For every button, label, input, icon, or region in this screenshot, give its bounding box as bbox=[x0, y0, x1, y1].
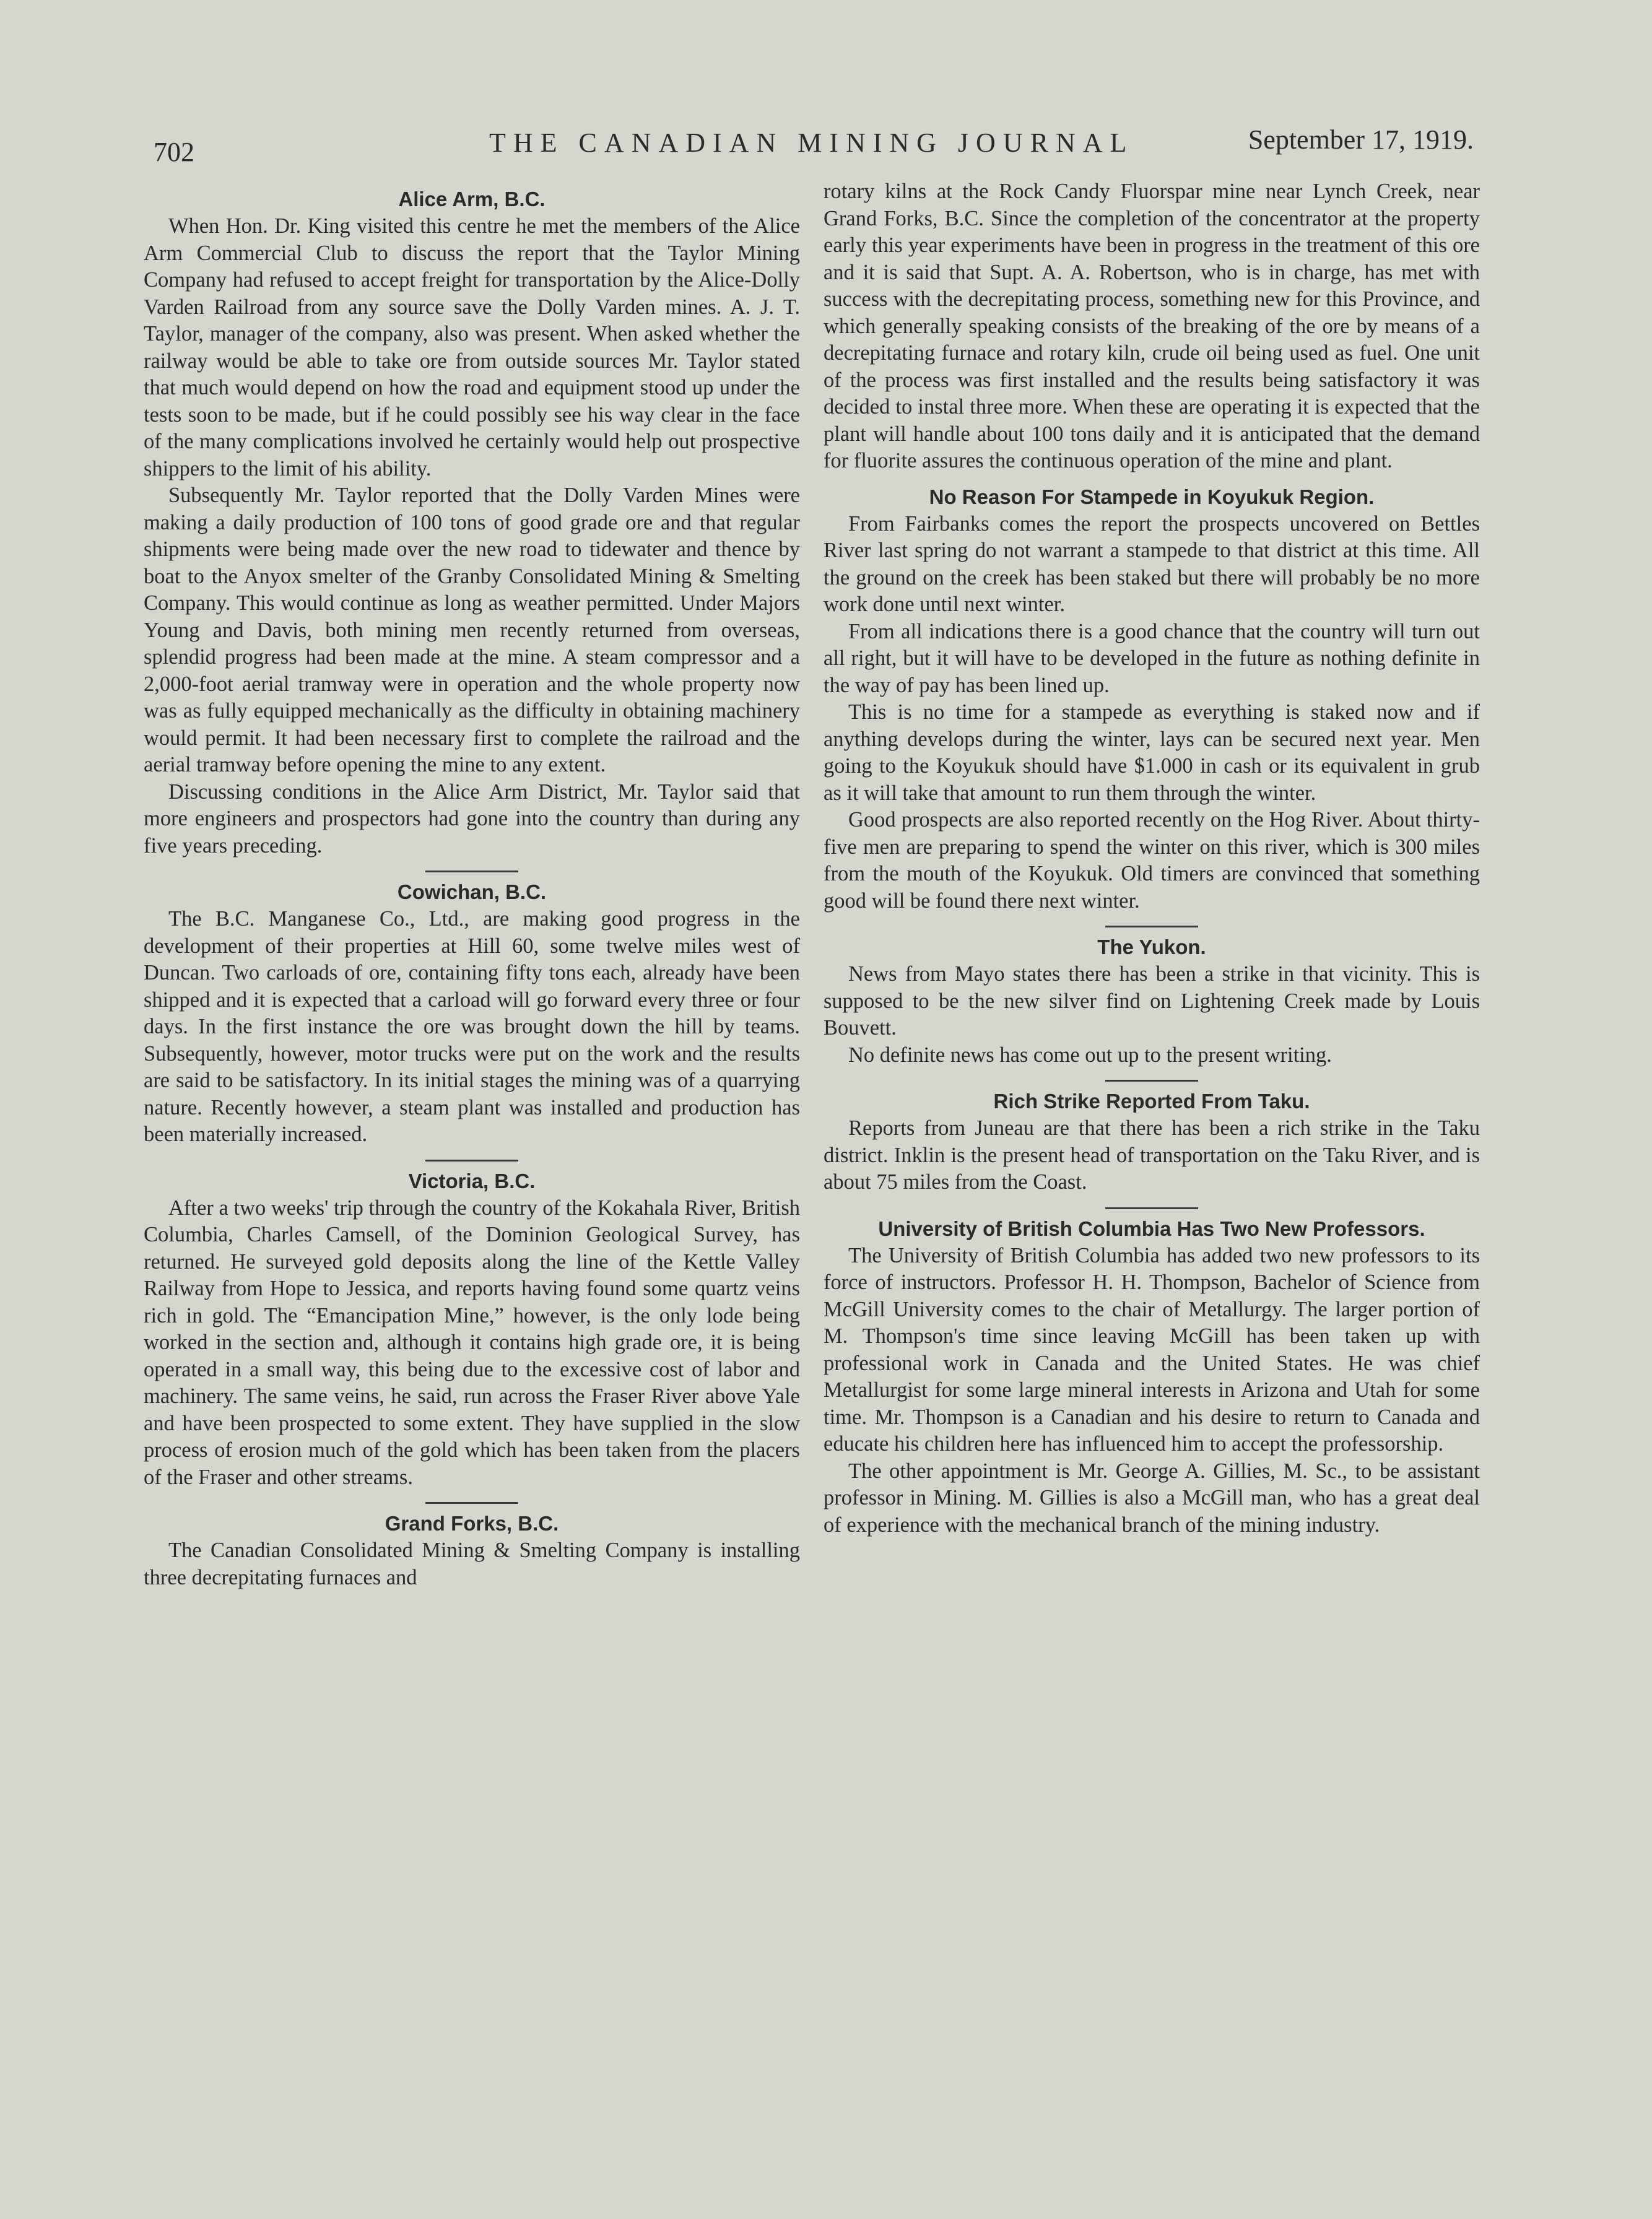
section-divider bbox=[1105, 1207, 1198, 1209]
article-yukon bbox=[824, 934, 1480, 1069]
article-paragraph: When Hon. Dr. King visited this centre he met the members of the Alice Arm Commercial Club to discuss the report that the Taylor Mining Company had refused to accept freight for transportation by the Alice-Dolly Varden Railroad from any source save the Dolly Varden mines. A. J. T. Taylor, manager of the company, also was present. When asked whether the railway would be able to take ore from outside sources Mr. Taylor stated that much would depend on how the road and equipment stood up under the tests soon to be made, but if he could possibly see his way clear in the face of the many complications involved he certainly would help out prospective shippers to the limit of his ability. bbox=[144, 214, 800, 480]
article-paragraph: The Canadian Consolidated Mining & Smelting Company is installing three decrepitating furnaces and bbox=[144, 1539, 800, 1589]
article-heading: Victoria, B.C. bbox=[408, 1169, 536, 1192]
article-paragraph: From Fairbanks comes the report the prospects uncovered on Bettles River last spring do not warrant a stampede to that district at this time. All the ground on the creek has been staked but there will probably be no more work done until next winter. bbox=[824, 511, 1480, 616]
journal-title: THE CANADIAN MINING JOURNAL bbox=[489, 128, 1134, 158]
article-alice-arm bbox=[144, 186, 800, 859]
article-taku bbox=[824, 1088, 1480, 1196]
page-header bbox=[149, 124, 1480, 173]
article-heading: Cowichan, B.C. bbox=[397, 880, 547, 903]
section-divider bbox=[425, 1502, 518, 1504]
section-divider bbox=[425, 871, 518, 872]
article-koyukuk bbox=[824, 484, 1480, 915]
issue-date: September 17, 1919. bbox=[1248, 124, 1474, 155]
section-divider bbox=[425, 1160, 518, 1162]
article-paragraph: No definite news has come out up to the present writing. bbox=[848, 1043, 1332, 1067]
article-heading: Alice Arm, B.C. bbox=[398, 188, 546, 211]
article-heading: No Reason For Stampede in Koyukuk Region. bbox=[929, 485, 1375, 508]
article-paragraph: The B.C. Manganese Co., Ltd., are making good progress in the development of their properties at Hill 60, some twelve miles west of Duncan. Two carloads of ore, containing fifty tons each, already have been shipped and it is expected that a carload will go forward every three or four days. In the first instance the ore was brought down the hill by teams. Subsequently, however, motor trucks were put on the work and the results are said to be satisfactory. In its initial stages the mining was of a quarrying nature. Recently however, a steam plant was installed and production has been materially increased. bbox=[144, 907, 800, 1146]
article-paragraph: The University of British Columbia has added two new professors to its force of instructors. Professor H. H. Thompson, Bachelor of Science from McGill University comes to the chair of Metallurgy. The larger portion of M. Thompson's time since leaving McGill has been taken up with professional work in Canada and the United States. He was chief Metallurgist for some large mineral interests in Arizona and Utah for some time. Mr. Thompson is a Canadian and his desire to return to Canada and educate his children here has influenced him to accept the professorship. bbox=[824, 1243, 1480, 1456]
article-paragraph: From all indications there is a good chance that the country will turn out all right, but it will have to be developed in the future as nothing definite in the way of pay has been lined up. bbox=[824, 619, 1480, 697]
article-paragraph: Subsequently Mr. Taylor reported that the Dolly Varden Mines were making a daily production of 100 tons of good grade ore and that regular shipments were being made over the new road to tidewater and thence by boat to the Anyox smelter of the Granby Consolidated Mining & Smelting Company. This would continue as long as weather permitted. Under Majors Young and Davis, both mining men recently returned from overseas, splendid progress had been made at the mine. A steam compressor and a 2,000-foot aerial tramway were in operation and the whole property now was as fully equipped mechanically as the difficulty in obtaining machinery would permit. It had been necessary first to complete the railroad and the aerial tramway before opening the mine to any extent. bbox=[144, 484, 800, 776]
article-paragraph: The other appointment is Mr. George A. Gillies, M. Sc., to be assistant professor in Mining. M. Gillies is also a McGill man, who has a great deal of experience with the mechanical branch of the mining industry. bbox=[824, 1459, 1480, 1537]
article-victoria bbox=[144, 1168, 800, 1492]
article-heading: Rich Strike Reported From Taku. bbox=[993, 1090, 1310, 1113]
section-gap bbox=[824, 475, 1480, 484]
article-heading: The Yukon. bbox=[1097, 936, 1206, 958]
article-paragraph: Discussing conditions in the Alice Arm District, Mr. Taylor said that more engineers and prospectors had gone into the country than during any five years preceding. bbox=[144, 779, 800, 858]
article-ubc bbox=[824, 1215, 1480, 1539]
article-paragraph: Good prospects are also reported recently on the Hog River. About thirty-five men are preparing to spend the winter on this river, which is 300 miles from the mouth of the Koyukuk. Old timers are convinced that something good will be found there next winter. bbox=[824, 808, 1480, 913]
article-paragraph: Reports from Juneau are that there has been a rich strike in the Taku district. Inklin is the present head of transportation on the Taku River, and is about 75 miles from the Coast. bbox=[824, 1116, 1480, 1194]
section-divider bbox=[1105, 926, 1198, 927]
left-column bbox=[144, 186, 800, 1591]
article-paragraph: News from Mayo states there has been a strike in that vicinity. This is supposed to be the new silver find on Lightening Creek made by Louis Bouvett. bbox=[824, 962, 1480, 1040]
section-divider bbox=[1105, 1080, 1198, 1082]
article-cowichan bbox=[144, 879, 800, 1149]
article-heading: Grand Forks, B.C. bbox=[385, 1512, 559, 1535]
page-number: 702 bbox=[154, 137, 194, 167]
article-paragraph: This is no time for a stampede as everything is staked now and if anything develops during the winter, lays can be secured next year. Men going to the Koyukuk should have $1.000 in cash or its equivalent in grub as it will take that amount to run them through the winter. bbox=[824, 700, 1480, 805]
right-column bbox=[824, 178, 1480, 1539]
article-grand-forks bbox=[144, 1510, 800, 1591]
article-paragraph-continued: rotary kilns at the Rock Candy Fluorspar mine near Lynch Creek, near Grand Forks, B.C. Since the completion of the concentrator at the property early this year experiments have been in progress in the treatment of this ore and it is said that Supt. A. A. Robertson, who is in charge, has met with success with the decrepitating process, something new for this Province, and which generally speaking consists of the breaking of the ore by means of a decrepitating furnace and rotary kiln, crude oil being used as fuel. One unit of the process was first installed and the results being satisfactory it was decided to instal three more. When these are operating it is expected that the plant will handle about 100 tons daily and it is anticipated that the demand for fluorite assures the continuous operation of the mine and plant. bbox=[824, 180, 1480, 472]
article-paragraph: After a two weeks' trip through the country of the Kokahala River, British Columbia, Charles Camsell, of the Dominion Geological Survey, has returned. He surveyed gold deposits along the line of the Kettle Valley Railway from Hope to Jessica, and reports having found some quartz veins rich in gold. The “Emancipation Mine,” however, is the only lode being worked in the section and, although it contains high grade ore, it is being operated in a small way, this being due to the excessive cost of labor and machinery. The same veins, he said, run across the Fraser River above Yale and have been prospected to some extent. They have supplied in the slow process of erosion much of the gold which has been taken from the placers of the Fraser and other streams. bbox=[144, 1196, 800, 1489]
article-heading: University of British Columbia Has Two New Professors. bbox=[878, 1217, 1425, 1240]
